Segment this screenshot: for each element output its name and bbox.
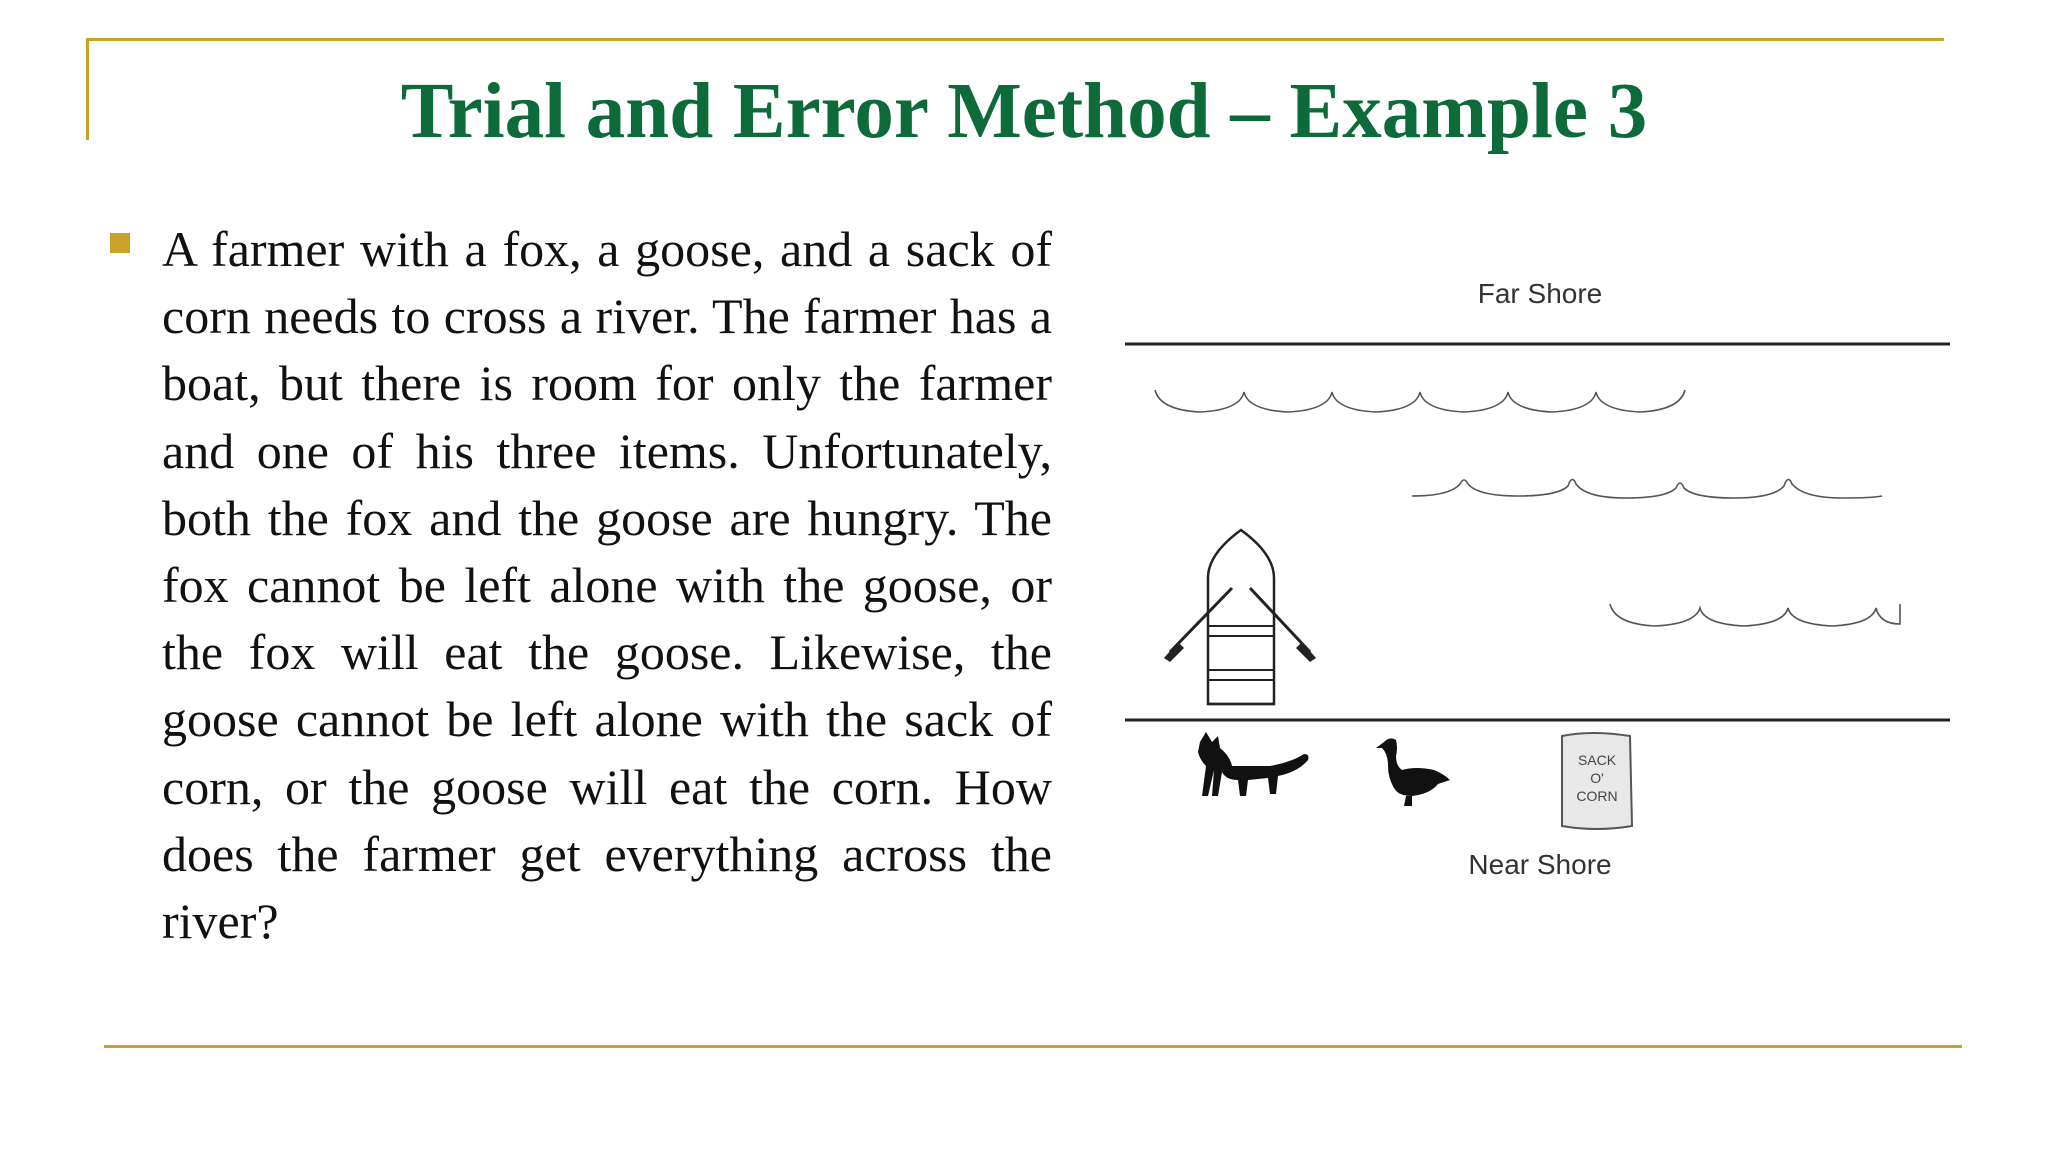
boat-icon bbox=[1164, 530, 1316, 704]
sack-label-line-1: SACK bbox=[1577, 752, 1617, 768]
wave-row-2 bbox=[1412, 479, 1882, 498]
frame-bottom-rule bbox=[104, 1045, 1962, 1048]
goose-icon bbox=[1376, 738, 1450, 806]
frame-top-rule bbox=[86, 38, 1944, 41]
square-bullet-icon bbox=[110, 233, 130, 253]
sack-label-line-2: O' bbox=[1590, 770, 1604, 786]
sack-of-corn-icon bbox=[1562, 733, 1632, 829]
problem-text: A farmer with a fox, a goose, and a sack of corn needs to cross a river. The farmer has a boat, but there is room for only the farmer and one of his three items. Unfortunately, both the fox and the goose are hungry. The fox cannot be left alone with the goose, or the fox will eat the goose. Likewise, the goose cannot be left alone with the sack of corn, or the goose will eat the corn. How does the farmer get everything across the river? bbox=[162, 221, 1052, 950]
wave-row-1 bbox=[1155, 390, 1685, 412]
far-shore-label: Far Shore bbox=[1477, 278, 1603, 309]
sack-label-line-3: CORN bbox=[1576, 788, 1618, 804]
wave-row-3 bbox=[1610, 604, 1900, 626]
near-shore-label: Near Shore bbox=[1468, 849, 1612, 880]
river-crossing-illustration bbox=[1120, 260, 1980, 900]
slide-title: Trial and Error Method – Example 3 bbox=[400, 68, 1648, 155]
fox-icon bbox=[1198, 732, 1309, 796]
